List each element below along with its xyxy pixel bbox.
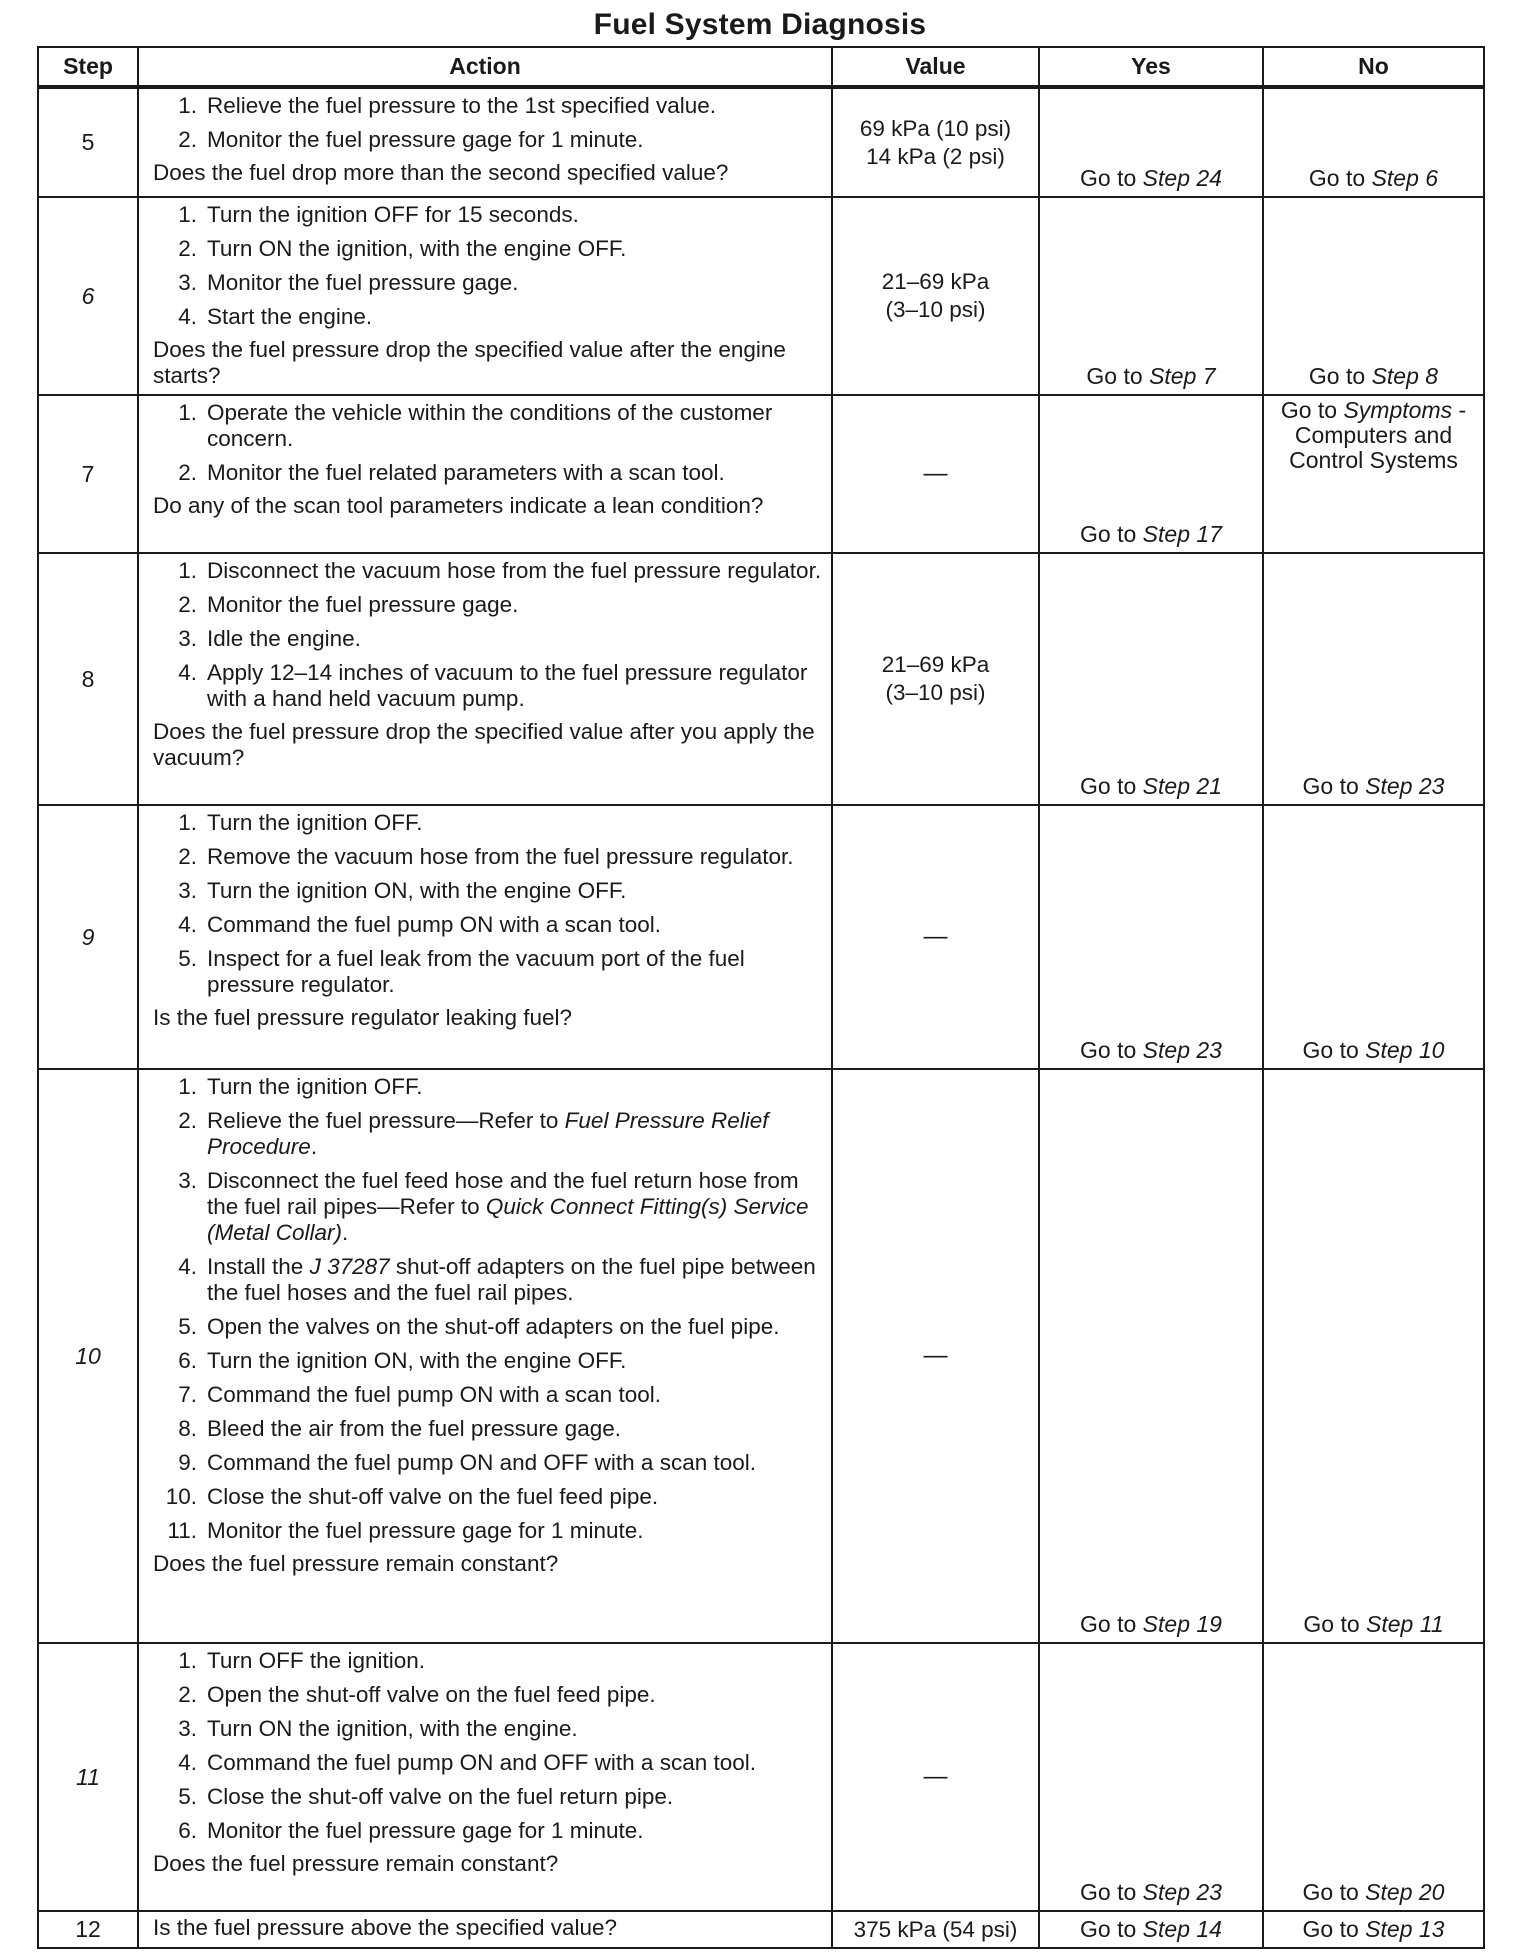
step-number: 6 <box>38 197 138 395</box>
action-step-text: Monitor the fuel pressure gage for 1 minute. <box>207 127 644 152</box>
value-secondary: (3–10 psi) <box>885 680 986 705</box>
action-step-text: Turn the ignition OFF. <box>207 1074 423 1099</box>
action-step-text: Turn ON the ignition, with the engine. <box>207 1716 578 1741</box>
action-step-number: 2. <box>178 460 197 485</box>
action-step <box>153 810 823 836</box>
action-step <box>153 202 823 228</box>
action-step-number: 4. <box>178 304 197 329</box>
action-step <box>153 946 823 998</box>
action-step-text: Idle the engine. <box>207 626 361 651</box>
no-step-link[interactable]: Step 8 <box>1371 363 1439 389</box>
no-go-to-text: Go to <box>1308 363 1372 389</box>
action-step-number: 9. <box>178 1450 197 1475</box>
action-step-text: Turn ON the ignition, with the engine OFF. <box>207 236 627 261</box>
action-step <box>153 304 823 330</box>
yes-step-link[interactable]: Step 14 <box>1142 1916 1222 1942</box>
value-primary: — <box>923 923 948 950</box>
action-step-number: 3. <box>178 626 197 651</box>
action-step <box>153 1716 823 1742</box>
value-cell <box>832 1069 1039 1643</box>
action-cell <box>138 395 832 553</box>
action-question: Does the fuel drop more than the second specified value? <box>153 160 729 185</box>
yes-step-link[interactable]: Step 19 <box>1142 1611 1222 1637</box>
header-action: Action <box>138 47 832 87</box>
no-cell <box>1263 805 1484 1069</box>
action-step-text: Inspect for a fuel leak from the vacuum port of the fuel pressure regulator. <box>207 946 745 997</box>
action-step-number: 4. <box>178 1254 197 1279</box>
action-step <box>153 1818 823 1844</box>
yes-go-to-text: Go to <box>1086 363 1150 389</box>
page-title: Fuel System Diagnosis <box>593 8 927 41</box>
action-step-text: Start the engine. <box>207 304 373 329</box>
action-step-number: 6. <box>178 1818 197 1843</box>
action-step <box>153 236 823 262</box>
action-step-number: 2. <box>178 1108 197 1133</box>
yes-go-to-text: Go to <box>1080 1611 1143 1637</box>
header-step: Step <box>38 47 138 87</box>
action-question: Does the fuel pressure drop the specified value after you apply the vacuum? <box>153 719 815 770</box>
action-step-number: 2. <box>178 844 197 869</box>
action-step-number: 6. <box>178 1348 197 1373</box>
action-step <box>153 1348 823 1374</box>
action-cell <box>138 1643 832 1911</box>
action-step-text: Open the shut-off valve on the fuel feed pipe. <box>207 1682 656 1707</box>
action-step-text: Operate the vehicle within the conditions of the customer concern. <box>207 400 773 451</box>
action-step-text: Monitor the fuel pressure gage for 1 minute. <box>207 1818 644 1843</box>
action-step-text: Monitor the fuel pressure gage. <box>207 270 519 295</box>
table-row <box>38 1069 1484 1643</box>
action-steps <box>153 93 823 153</box>
action-step-number: 1. <box>178 93 197 118</box>
no-cell <box>1263 395 1484 553</box>
no-cell <box>1263 1643 1484 1911</box>
action-step <box>153 912 823 938</box>
step-number: 12 <box>38 1911 138 1948</box>
action-step <box>153 1314 823 1340</box>
value-cell <box>832 1911 1039 1948</box>
action-step <box>153 93 823 119</box>
value-primary: 21–69 kPa <box>881 269 990 294</box>
yes-cell <box>1039 395 1263 553</box>
action-step <box>153 1682 823 1708</box>
value-cell <box>832 197 1039 395</box>
action-step <box>153 1168 823 1246</box>
action-cell <box>138 87 832 197</box>
action-steps <box>153 1648 823 1844</box>
step-number: 10 <box>38 1069 138 1643</box>
action-step-reference: J 37287 <box>309 1254 390 1279</box>
action-step-reference: Fuel Pressure Relief Procedure <box>207 1108 769 1159</box>
action-question: Is the fuel pressure above the specified value? <box>153 1915 618 1940</box>
yes-step-link[interactable]: Step 7 <box>1149 363 1216 389</box>
action-step-text: Apply 12–14 inches of vacuum to the fuel pressure regulator with a hand held vacuum pump. <box>207 660 808 711</box>
value-secondary: (3–10 psi) <box>885 297 986 322</box>
action-step-text: Remove the vacuum hose from the fuel pressure regulator. <box>207 844 794 869</box>
action-question: Does the fuel pressure remain constant? <box>153 1551 559 1576</box>
action-step <box>153 1750 823 1776</box>
action-step <box>153 1382 823 1408</box>
action-step <box>153 400 823 452</box>
table-row <box>38 395 1484 553</box>
action-step-number: 1. <box>178 1074 197 1099</box>
action-step-number: 5. <box>178 946 197 971</box>
action-step-text: Turn the ignition OFF for 15 seconds. <box>207 202 579 227</box>
action-step-text: Relieve the fuel pressure to the 1st specified value. <box>207 93 717 118</box>
table-row <box>38 1911 1484 1948</box>
action-question: Does the fuel pressure drop the specified value after the engine starts? <box>153 337 786 388</box>
yes-cell <box>1039 197 1263 395</box>
table-row <box>38 805 1484 1069</box>
action-step <box>153 1416 823 1442</box>
yes-cell <box>1039 1643 1263 1911</box>
action-step-number: 2. <box>178 236 197 261</box>
action-question: Does the fuel pressure remain constant? <box>153 1851 559 1876</box>
step-number: 7 <box>38 395 138 553</box>
action-step-text: shut-off adapters on the fuel pipe between the fuel hoses and the fuel rail pipes. <box>207 1254 816 1305</box>
action-step <box>153 1484 823 1510</box>
no-reference-suffix: - Computers and Control Systems <box>1289 397 1467 473</box>
step-number: 9 <box>38 805 138 1069</box>
yes-go-to-text: Go to <box>1080 521 1143 547</box>
no-go-to-text: Go to <box>1303 1611 1367 1637</box>
action-step-text: Command the fuel pump ON with a scan tool. <box>207 912 661 937</box>
yes-go-to-text: Go to <box>1080 1037 1143 1063</box>
yes-step-link[interactable]: Step 21 <box>1142 773 1222 799</box>
table-row <box>38 87 1484 197</box>
yes-cell <box>1039 1069 1263 1643</box>
value-cell <box>832 395 1039 553</box>
action-step-text: Open the valves on the shut-off adapters on the fuel pipe. <box>207 1314 780 1339</box>
value-primary: 21–69 kPa <box>881 652 990 677</box>
yes-step-link[interactable]: Step 23 <box>1142 1037 1222 1063</box>
action-step-number: 3. <box>178 1168 197 1193</box>
action-step <box>153 1518 823 1544</box>
action-step <box>153 270 823 296</box>
action-step-text: . <box>342 1220 349 1245</box>
no-go-to-text: Go to <box>1302 1879 1366 1905</box>
action-step-number: 4. <box>178 912 197 937</box>
action-step-number: 2. <box>178 592 197 617</box>
action-step <box>153 460 823 486</box>
value-cell <box>832 805 1039 1069</box>
no-go-to-text: Go to <box>1302 773 1366 799</box>
step-number: 8 <box>38 553 138 805</box>
action-step <box>153 1784 823 1810</box>
value-primary: 69 kPa (10 psi) <box>859 115 1012 141</box>
action-question: Is the fuel pressure regulator leaking fuel? <box>153 1005 572 1030</box>
action-step-text: Install the <box>207 1254 310 1279</box>
action-step-number: 1. <box>178 810 197 835</box>
header-yes: Yes <box>1039 47 1263 87</box>
value-cell <box>832 553 1039 805</box>
no-step-link[interactable]: Step 13 <box>1365 1916 1445 1942</box>
action-step-text: Disconnect the vacuum hose from the fuel pressure regulator. <box>207 558 822 583</box>
action-step-number: 10. <box>165 1484 197 1509</box>
action-step-text: Bleed the air from the fuel pressure gage. <box>207 1416 621 1441</box>
action-step <box>153 592 823 618</box>
value-primary: — <box>923 460 948 487</box>
action-cell <box>138 1069 832 1643</box>
action-step-text: Relieve the fuel pressure—Refer to <box>207 1108 565 1133</box>
no-cell <box>1263 197 1484 395</box>
table-body <box>38 87 1484 1948</box>
action-step <box>153 660 823 712</box>
yes-cell <box>1039 553 1263 805</box>
action-step <box>153 878 823 904</box>
no-cell <box>1263 87 1484 197</box>
yes-step-link[interactable]: Step 23 <box>1142 1879 1222 1905</box>
yes-go-to-text: Go to <box>1080 1879 1143 1905</box>
table-row <box>38 553 1484 805</box>
action-steps <box>153 1074 823 1544</box>
action-step <box>153 844 823 870</box>
action-step-number: 1. <box>178 558 197 583</box>
no-step-link[interactable]: Step 11 <box>1366 1611 1444 1637</box>
no-step-link[interactable]: Step 10 <box>1365 1037 1445 1063</box>
action-steps <box>153 400 823 486</box>
action-step-text: . <box>310 1134 318 1159</box>
no-cell <box>1263 1911 1484 1948</box>
action-step-number: 1. <box>178 400 197 425</box>
no-cell <box>1263 1069 1484 1643</box>
action-step <box>153 1450 823 1476</box>
action-step-number: 3. <box>178 1716 197 1741</box>
action-step-number: 1. <box>178 202 197 227</box>
no-step-link[interactable]: Step 6 <box>1371 165 1439 191</box>
value-secondary: 14 kPa (2 psi) <box>866 143 1005 169</box>
action-step-text: Command the fuel pump ON and OFF with a scan tool. <box>207 1750 756 1775</box>
action-step-number: 4. <box>178 1750 197 1775</box>
action-step <box>153 1108 823 1160</box>
action-step-text: Disconnect the fuel feed hose and the fuel return hose from the fuel rail pipes—Refer to <box>207 1168 799 1219</box>
no-step-link[interactable]: Symptoms <box>1343 397 1453 423</box>
value-cell <box>832 87 1039 197</box>
action-step <box>153 1648 823 1674</box>
yes-cell <box>1039 1911 1263 1948</box>
action-step-text: Command the fuel pump ON and OFF with a scan tool. <box>207 1450 756 1475</box>
action-step-text: Close the shut-off valve on the fuel feed pipe. <box>207 1484 659 1509</box>
yes-go-to-text: Go to <box>1080 165 1143 191</box>
no-go-to-text: Go to <box>1308 165 1372 191</box>
yes-step-link[interactable]: Step 17 <box>1142 521 1222 547</box>
action-step-text: Monitor the fuel related parameters with a scan tool. <box>207 460 725 485</box>
action-cell <box>138 197 832 395</box>
action-step-number: 3. <box>178 878 197 903</box>
no-go-to-text: Go to <box>1302 1916 1366 1942</box>
no-go-to-text: Go to <box>1302 1037 1366 1063</box>
action-steps <box>153 558 823 712</box>
header-value: Value <box>832 47 1039 87</box>
action-step <box>153 626 823 652</box>
action-step-number: 11. <box>167 1518 197 1543</box>
action-step <box>153 558 823 584</box>
action-question: Do any of the scan tool parameters indicate a lean condition? <box>153 493 764 518</box>
action-step-reference: Quick Connect Fitting(s) Service (Metal Collar) <box>207 1194 809 1245</box>
yes-cell <box>1039 87 1263 197</box>
action-step-number: 4. <box>178 660 197 685</box>
action-step-text: Monitor the fuel pressure gage for 1 minute. <box>207 1518 644 1543</box>
no-go-to-text: Go to <box>1280 397 1344 423</box>
action-cell <box>138 1911 832 1948</box>
value-primary: — <box>923 1342 948 1369</box>
yes-step-link[interactable]: Step 24 <box>1142 165 1222 191</box>
action-cell <box>138 553 832 805</box>
yes-cell <box>1039 805 1263 1069</box>
header-no: No <box>1263 47 1484 87</box>
action-step-text: Monitor the fuel pressure gage. <box>207 592 519 617</box>
action-step-number: 5. <box>178 1784 197 1809</box>
action-step-number: 2. <box>178 1682 197 1707</box>
action-step-text: Close the shut-off valve on the fuel return pipe. <box>207 1784 674 1809</box>
table-row <box>38 197 1484 395</box>
no-step-link[interactable]: Step 20 <box>1365 1879 1445 1905</box>
value-cell <box>832 1643 1039 1911</box>
value-primary: 375 kPa (54 psi) <box>853 1916 1018 1942</box>
yes-go-to-text: Go to <box>1080 773 1143 799</box>
action-step-number: 7. <box>178 1382 197 1407</box>
action-step-number: 5. <box>178 1314 197 1339</box>
no-step-link[interactable]: Step 23 <box>1365 773 1445 799</box>
value-primary: — <box>923 1763 948 1790</box>
action-step-text: Turn the ignition ON, with the engine OFF. <box>207 1348 627 1373</box>
table-header-row <box>38 47 1484 87</box>
step-number: 11 <box>38 1643 138 1911</box>
action-step-number: 1. <box>178 1648 197 1673</box>
action-step <box>153 1254 823 1306</box>
step-number: 5 <box>38 87 138 197</box>
action-cell <box>138 805 832 1069</box>
yes-go-to-text: Go to <box>1080 1916 1143 1942</box>
action-steps <box>153 810 823 998</box>
diagnosis-table <box>37 46 1485 1949</box>
action-step-text: Turn the ignition OFF. <box>207 810 423 835</box>
action-step-text: Turn the ignition ON, with the engine OFF. <box>207 878 627 903</box>
action-step <box>153 127 823 153</box>
action-step-number: 8. <box>178 1416 197 1441</box>
action-step-number: 3. <box>178 270 197 295</box>
action-step-number: 2. <box>178 127 197 152</box>
table-row <box>38 1643 1484 1911</box>
action-step-text: Turn OFF the ignition. <box>207 1648 426 1673</box>
action-step-text: Command the fuel pump ON with a scan tool. <box>207 1382 661 1407</box>
action-steps <box>153 202 823 330</box>
no-cell <box>1263 553 1484 805</box>
action-step <box>153 1074 823 1100</box>
